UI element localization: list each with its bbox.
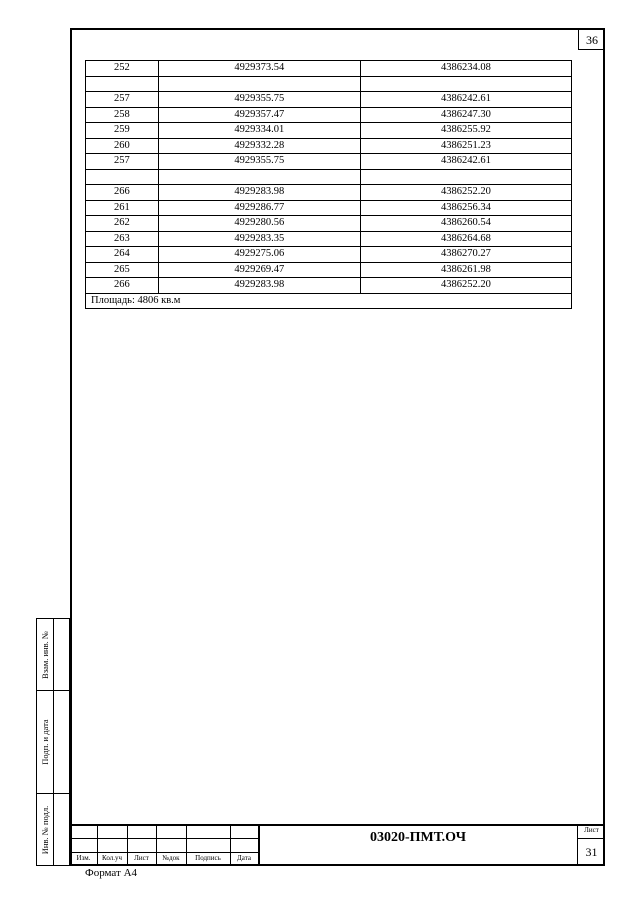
header-izm: Изм. <box>76 854 91 862</box>
header-kol-uch: Кол.уч <box>102 854 122 862</box>
table-row <box>86 107 572 123</box>
x-coordinate-cell: 4929275.06 <box>158 247 360 263</box>
x-coordinate-cell: 4929357.47 <box>158 107 360 123</box>
point-number-cell: 266 <box>86 278 159 294</box>
y-coordinate-cell: 4386252.20 <box>360 185 571 201</box>
y-coordinate-cell: 4386264.68 <box>360 231 571 247</box>
table-row <box>86 61 572 77</box>
table-row <box>86 123 572 139</box>
y-coordinate-cell: 4386255.92 <box>360 123 571 139</box>
document-code: 03020-ПМТ.ОЧ <box>369 830 467 845</box>
y-coordinate-cell: 4386242.61 <box>360 154 571 170</box>
x-coordinate-cell: 4929283.35 <box>158 231 360 247</box>
point-number-cell: 261 <box>86 200 159 216</box>
table-row <box>86 154 572 170</box>
y-coordinate-cell: 4386251.23 <box>360 138 571 154</box>
page-number: 36 <box>578 30 605 50</box>
y-coordinate-cell <box>360 169 571 185</box>
side-label-inv-original <box>37 794 54 865</box>
table-row <box>86 169 572 185</box>
format-label: Формат А4 <box>85 867 138 879</box>
table-row <box>86 92 572 108</box>
area-row <box>86 293 572 309</box>
y-coordinate-cell: 4386247.30 <box>360 107 571 123</box>
header-podpis: Подпись <box>195 854 221 862</box>
y-coordinate-cell: 4386256.34 <box>360 200 571 216</box>
table-row <box>86 200 572 216</box>
x-coordinate-cell: 4929332.28 <box>158 138 360 154</box>
point-number-cell: 257 <box>86 92 159 108</box>
x-coordinate-cell: 4929280.56 <box>158 216 360 232</box>
sign-date-label: Подп. и дата <box>40 719 50 765</box>
y-coordinate-cell: 4386261.98 <box>360 262 571 278</box>
table-row <box>86 247 572 263</box>
side-stamp <box>36 618 70 866</box>
table-row <box>86 278 572 294</box>
coordinates-table <box>85 60 572 309</box>
y-coordinate-cell <box>360 76 571 92</box>
x-coordinate-cell: 4929283.98 <box>158 278 360 294</box>
side-label-inv-replace <box>37 619 54 690</box>
sheet-label: Лист <box>584 826 599 834</box>
side-cell-sign-date <box>36 690 70 794</box>
inv-replace-label: Взам. инв. № <box>40 630 50 679</box>
point-number-cell: 264 <box>86 247 159 263</box>
header-list: Лист <box>134 854 149 862</box>
x-coordinate-cell: 4929373.54 <box>158 61 360 77</box>
header-ndok: №док <box>162 854 180 862</box>
x-coordinate-cell: 4929283.98 <box>158 185 360 201</box>
x-coordinate-cell: 4929334.01 <box>158 123 360 139</box>
point-number-cell: 260 <box>86 138 159 154</box>
side-cell-inv-original <box>36 793 70 866</box>
x-coordinate-cell: 4929355.75 <box>158 92 360 108</box>
point-number-cell: 257 <box>86 154 159 170</box>
point-number-cell: 263 <box>86 231 159 247</box>
point-number-cell: 252 <box>86 61 159 77</box>
header-data: Дата <box>237 854 251 862</box>
table-row <box>86 138 572 154</box>
point-number-cell <box>86 169 159 185</box>
table-row <box>86 185 572 201</box>
side-label-sign-date <box>37 691 54 793</box>
x-coordinate-cell: 4929269.47 <box>158 262 360 278</box>
point-number-cell: 262 <box>86 216 159 232</box>
table-row <box>86 216 572 232</box>
area-text: Площадь: 4806 кв.м <box>86 293 572 309</box>
side-cell-inv-replace <box>36 618 70 691</box>
x-coordinate-cell <box>158 76 360 92</box>
inv-original-label: Инв. № подл. <box>40 805 50 854</box>
point-number-cell: 266 <box>86 185 159 201</box>
y-coordinate-cell: 4386252.20 <box>360 278 571 294</box>
point-number-cell: 258 <box>86 107 159 123</box>
x-coordinate-cell: 4929355.75 <box>158 154 360 170</box>
point-number-cell: 265 <box>86 262 159 278</box>
y-coordinate-cell: 4386234.08 <box>360 61 571 77</box>
table-row <box>86 76 572 92</box>
point-number-cell <box>86 76 159 92</box>
point-number-cell: 259 <box>86 123 159 139</box>
y-coordinate-cell: 4386270.27 <box>360 247 571 263</box>
sheet-number: 31 <box>585 845 598 859</box>
table-row <box>86 262 572 278</box>
table-row <box>86 231 572 247</box>
x-coordinate-cell <box>158 169 360 185</box>
y-coordinate-cell: 4386260.54 <box>360 216 571 232</box>
x-coordinate-cell: 4929286.77 <box>158 200 360 216</box>
y-coordinate-cell: 4386242.61 <box>360 92 571 108</box>
